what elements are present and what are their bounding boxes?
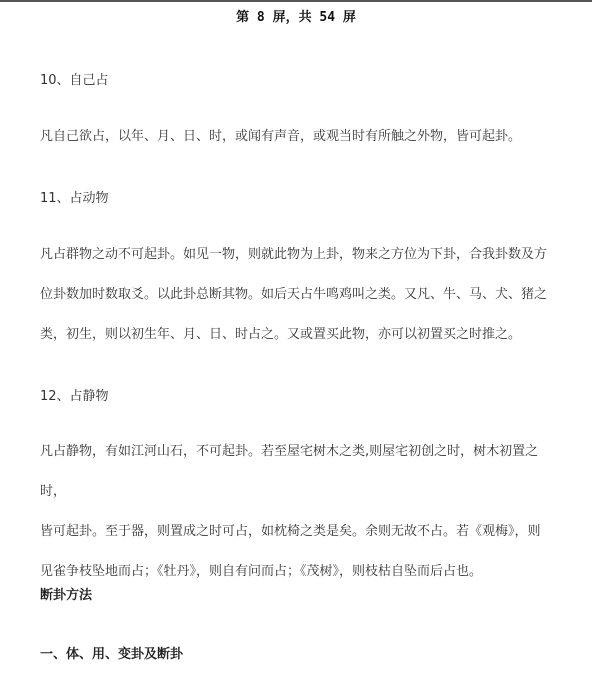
paragraph-line: 见雀争枝坠地而占；《牡丹》，则自有问而占；《茂树》，则枝枯自坠而后占也。 [40, 564, 483, 579]
bold-heading-ti-yong: 一、体、用、变卦及断卦 [40, 647, 184, 662]
section-heading-12: 12、占静物 [40, 389, 109, 404]
section-paragraph-12 [40, 432, 560, 592]
paragraph-line: 凡自己欲占，以年、月、日、时，或闻有声音，或观当时有所触之外物，皆可起卦。 [40, 129, 522, 144]
section-paragraph-11 [40, 235, 560, 355]
paragraph-line: 凡占群物之动不可起卦。如见一物，则就此物为上卦，物来之方位为下卦，合我卦数及方 [40, 247, 548, 262]
paragraph-line: 位卦数加时数取爻。以此卦总断其物。如后天占牛鸣鸡叫之类。又凡、牛、马、犬、猪之 [40, 287, 548, 302]
page-indicator: 第 8 屏，共 54 屏 [236, 10, 356, 25]
bold-heading-divination-method: 断卦方法 [40, 588, 93, 603]
section-heading-11: 11、占动物 [40, 191, 109, 206]
section-heading-10: 10、自己占 [40, 73, 109, 88]
paragraph-line: 类，初生，则以初生年、月、日、时占之。又或置买此物，亦可以初置买之时推之。 [40, 327, 522, 342]
section-paragraph-10 [40, 117, 560, 157]
paragraph-line: 皆可起卦。至于器，则置成之时可占，如枕椅之类是矣。余则无故不占。若《观梅》，则 [40, 524, 541, 539]
top-border-line [0, 0, 592, 2]
paragraph-line: 凡占静物，有如江河山石，不可起卦。若至屋宅树木之类,则屋宅初创之时，树木初置之时， [40, 444, 539, 499]
